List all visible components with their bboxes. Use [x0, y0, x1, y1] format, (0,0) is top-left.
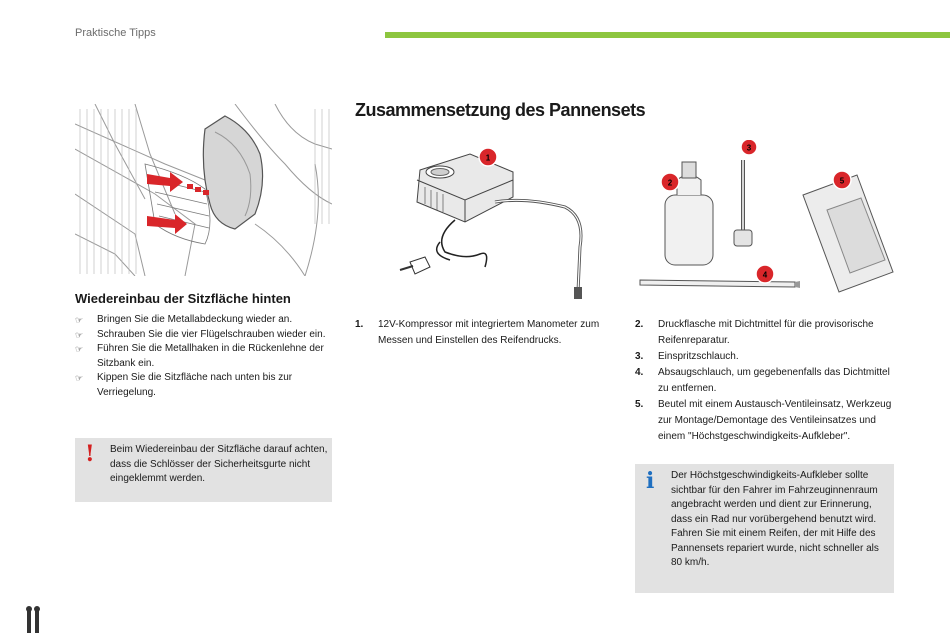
callout-1-icon — [479, 148, 497, 166]
info-icon: i — [646, 468, 655, 494]
svg-text:2: 2 — [667, 178, 673, 188]
list-item: 1. 12V-Kompressor mit integriertem Manometer zum Messen und Einstellen des Reifendrucks. — [355, 319, 600, 346]
seat-reinstall-illustration — [75, 104, 332, 276]
callout-3-icon — [741, 140, 757, 155]
header-accent-bar — [385, 32, 950, 38]
seat-steps-list — [75, 313, 330, 400]
pointing-hand-icon: ☞ — [75, 344, 84, 354]
list-item: 5. Beutel mit einem Austausch-Ventileinsatz, Werkzeug zur Montage/Demontage des Ventileinsatzes und einem "Höchstgeschwindigkeits-Aufkleber". — [635, 399, 892, 442]
section-title: Zusammensetzung des Pannensets — [355, 100, 646, 120]
list-item: 2. Druckflasche mit Dichtmittel für die provisorische Reifenreparatur. — [635, 319, 874, 346]
svg-text:1: 1 — [485, 153, 491, 163]
list-item: ☞ Führen Sie die Metallhaken in die Rückenlehne der Sitzbank ein. — [75, 343, 324, 369]
list-item: 4. Absaugschlauch, um gegebenenfalls das Dichtmittel zu entfernen. — [635, 367, 890, 394]
warning-text: Beim Wiedereinbau der Sitzfläche darauf achten, dass die Schlösser der Sicherheitsgurte nicht eingeklemmt werden. — [110, 444, 328, 484]
sealant-kit-illustration — [635, 140, 895, 302]
list-item: ☞ Kippen Sie die Sitzfläche nach unten bis zur Verriegelung. — [75, 372, 293, 398]
list-item: 3. Einspritzschlauch. — [635, 351, 739, 362]
callout-4-icon — [756, 265, 774, 283]
list-item: ☞ Schrauben Sie die vier Flügelschrauben wieder ein. — [75, 328, 330, 343]
svg-text:5: 5 — [839, 176, 845, 186]
kit-list-right — [635, 317, 895, 445]
callout-5-icon — [833, 171, 851, 189]
compressor-illustration — [395, 142, 610, 302]
callout-2-icon — [661, 173, 679, 191]
pointing-hand-icon: ☞ — [75, 315, 84, 325]
list-item: ☞ Bringen Sie die Metallabdeckung wieder an. — [75, 313, 330, 328]
running-header: Praktische Tipps — [75, 27, 156, 39]
kit-list-left — [355, 317, 605, 349]
warning-icon: ! — [85, 441, 95, 467]
svg-text:3: 3 — [746, 143, 752, 153]
info-text: Der Höchstgeschwindigkeits-Aufkleber sollte sichtbar für den Fahrer im Fahrzeuginnenraum angebracht werden und dient zur Erinnerung, dass ein Rad nur vorübergehend benutzt wird. Fahren Sie mit einem Reifen, der mit Hilfe des Pannensets repariert wurde, nicht schneller als 80 km/h. — [671, 470, 879, 568]
seat-reinstall-heading: Wiedereinbau der Sitzfläche hinten — [75, 291, 291, 306]
page-marker-icon — [25, 606, 43, 633]
pointing-hand-icon: ☞ — [75, 373, 84, 383]
svg-text:4: 4 — [762, 270, 768, 280]
pointing-hand-icon: ☞ — [75, 329, 84, 340]
